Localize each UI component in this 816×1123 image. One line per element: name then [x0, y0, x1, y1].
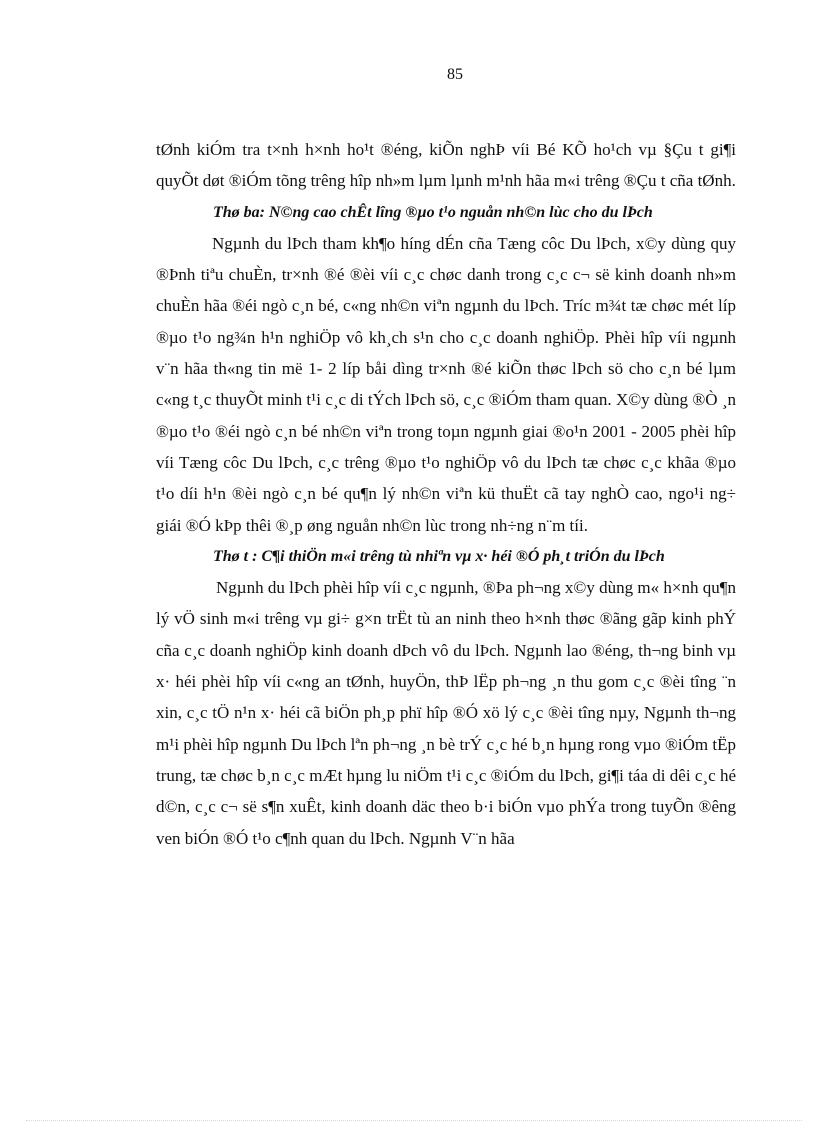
section-heading-fourth: Thø t : C¶i thiÖn m«i trêng tù nhiªn vµ x· héi ®Ó ph¸t triÓn du lÞch — [213, 547, 665, 565]
document-body — [156, 134, 736, 854]
paragraph-environment: Ngµnh du lÞch phèi hîp víi c¸c ngµnh, ®Þa ph¬ng x©y dùng m« h×nh qu¶n lý vÖ sinh m«i trêng vµ gi÷ g×n trËt tù an ninh theo h×nh thøc ®ãng gãp kinh phÝ cña c¸c doanh nghiÖp kinh doanh dÞch vô du lÞch. Ngµnh lao ®éng, th¬ng binh vµ x· héi phèi hîp víi c«ng an tØnh, huyÖn, thÞ lËp ph¬ng ¸n thu gom c¸c ®èi tîng ¨n xin, c¸c tÖ n¹n x· héi cã biÖn ph¸p phï hîp ®Ó xö lý c¸c ®èi tîng nµy, Ngµnh th¬ng m¹i phèi hîp ngµnh Du lÞch lªn ph¬ng ¸n bè trÝ c¸c hé b¸n hµng rong vµo ®iÓm tËp trung, tæ chøc b¸n c¸c mÆt hµng lu niÖm t¹i c¸c ®iÓm du lÞch, gi¶i táa di dêi c¸c hé d©n, c¸c c¬ së s¶n xuÊt, kinh doanh däc theo b·i biÓn vµo phÝa trong tuyÕn ®êng ven biÓn ®Ó t¹o c¶nh quan du lÞch. Ngµnh V¨n hãa — [156, 578, 736, 848]
paragraph-training: Ngµnh du lÞch tham kh¶o híng dÉn cña Tæng côc Du lÞch, x©y dùng quy ®Þnh tiªu chuÈn, tr×nh ®é ®èi víi c¸c chøc danh trong c¸c c¬ së kinh doanh nh»m chuÈn hãa ®éi ngò c¸n bé, c«ng nh©n viªn ngµnh du lÞch. Tríc m¾t tæ chøc mét líp ®µo t¹o ng¾n h¹n nghiÖp vô kh¸ch s¹n cho c¸c doanh nghiÖp. Phèi hîp víi ngµnh v¨n hãa th«ng tin më 1- 2 líp båi dìng tr×nh ®é kiÕn thøc lÞch sö cho c¸n bé lµm c«ng t¸c thuyÕt minh t¹i c¸c di tÝch lÞch sö, c¸c ®iÓm tham quan. X©y dùng ®Ò ¸n ®µo t¹o ®éi ngò c¸n bé nh©n viªn trong toµn ngµnh giai ®o¹n 2001 - 2005 phèi hîp víi Tæng côc Du lÞch, c¸c trêng ®µo t¹o nghiÖp vô du lÞch tæ chøc c¸c khãa ®µo t¹o díi h¹n ®èi ngò c¸n bé qu¶n lý nh©n viªn kü thuËt cã tay nghÒ cao, ngo¹i ng÷ giái ®Ó kÞp thêi ®¸p øng nguån nh©n lùc trong nh÷ng n¨m tíi. — [156, 233, 736, 535]
paragraph-continued: tØnh kiÓm tra t×nh h×nh ho¹t ®éng, kiÕn nghÞ víi Bé KÕ ho¹ch vµ §Çu t gi¶i quyÕt døt ®iÓm tõng trêng hîp nh»m lµm lµnh m¹nh hãa m«i trêng ®Çu t cña tØnh. — [156, 140, 736, 191]
page-number: 85 — [447, 66, 463, 83]
section-heading-third: Thø ba: N©ng cao chÊt lîng ®µo t¹o nguån nh©n lùc cho du lÞch — [213, 203, 653, 221]
page-bottom-divider — [26, 1120, 802, 1121]
